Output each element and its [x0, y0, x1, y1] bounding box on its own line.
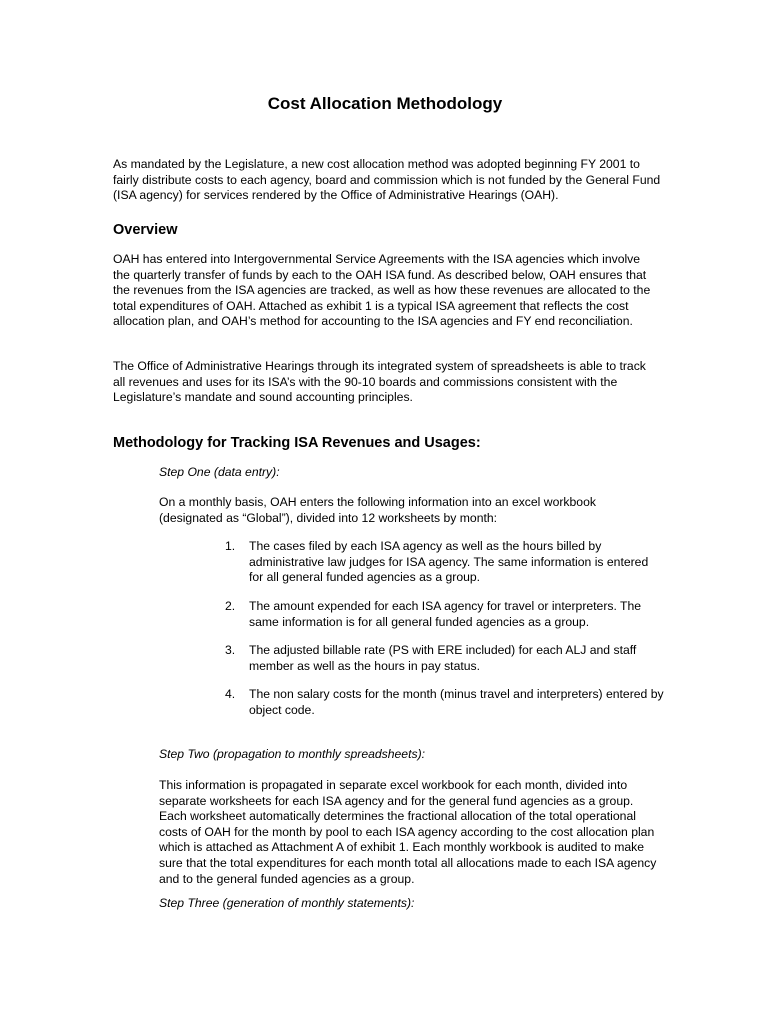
list-item — [225, 643, 665, 675]
list-item — [225, 687, 665, 719]
step-two-label: Step Two (propagation to monthly spreadsheets): — [159, 747, 426, 761]
list-item-number: 1. — [225, 539, 236, 553]
step-one-label: Step One (data entry): — [159, 465, 280, 479]
step-one-text: On a monthly basis, OAH enters the following information into an excel workbook (designated as “Global”), divided into 12 worksheets by month: — [159, 495, 596, 525]
list-item-text: The cases filed by each ISA agency as well as the hours billed by administrative law judges for ISA agency. The same information is entered for all general funded agencies as a group. — [249, 539, 649, 585]
list-item-number: 2. — [225, 599, 236, 613]
list-item-number: 3. — [225, 643, 236, 657]
list-item-text: The adjusted billable rate (PS with ERE included) for each ALJ and staff member as well as the hours in pay status. — [249, 643, 637, 673]
document-title: Cost Allocation Methodology — [267, 94, 503, 113]
intro-paragraph: As mandated by the Legislature, a new cost allocation method was adopted beginning FY 2001 to fairly distribute costs to each agency, board and commission which is not funded by the General Fund (ISA agency) for services rendered by the Office of Administrative Hearings (OAH). — [113, 157, 661, 203]
methodology-heading: Methodology for Tracking ISA Revenues and Usages: — [113, 435, 481, 451]
list-item — [225, 599, 665, 631]
overview-paragraph-1: OAH has entered into Intergovernmental Service Agreements with the ISA agencies which involve the quarterly transfer of funds by each to the OAH ISA fund. As described below, OAH ensures that the revenues from the ISA agencies are tracked, as well as how these revenues are allocated to the total expenditures of OAH. Attached as exhibit 1 is a typical ISA agreement that reflects the cost allocation plan, and OAH’s method for accounting to the ISA agencies and FY end reconciliation. — [113, 252, 651, 329]
overview-paragraph-2: The Office of Administrative Hearings through its integrated system of spreadsheets is able to track all revenues and uses for its ISA’s with the 90-10 boards and commissions consistent with the Legislature’s mandate and sound accounting principles. — [113, 359, 646, 405]
list-item-text: The amount expended for each ISA agency for travel or interpreters. The same information is for all general funded agencies as a group. — [249, 599, 642, 629]
list-item-text: The non salary costs for the month (minus travel and interpreters) entered by object code. — [249, 687, 664, 717]
list-item-number: 4. — [225, 687, 236, 701]
list-item — [225, 539, 665, 587]
overview-heading: Overview — [113, 222, 178, 238]
step-two-text: This information is propagated in separate excel workbook for each month, divided into separate worksheets for each ISA agency and for the general fund agencies as a group. Each worksheet automatically determines the fractional allocation of the total operational costs of OAH for the month by pool to each ISA agency according to the cost allocation plan which is attached as Attachment A of exhibit 1. Each monthly workbook is audited to make sure that the total expenditures for each month total all allocations made to each ISA agency and to the general funded agencies as a group. — [159, 778, 657, 886]
step-three-label: Step Three (generation of monthly statements): — [159, 896, 415, 910]
